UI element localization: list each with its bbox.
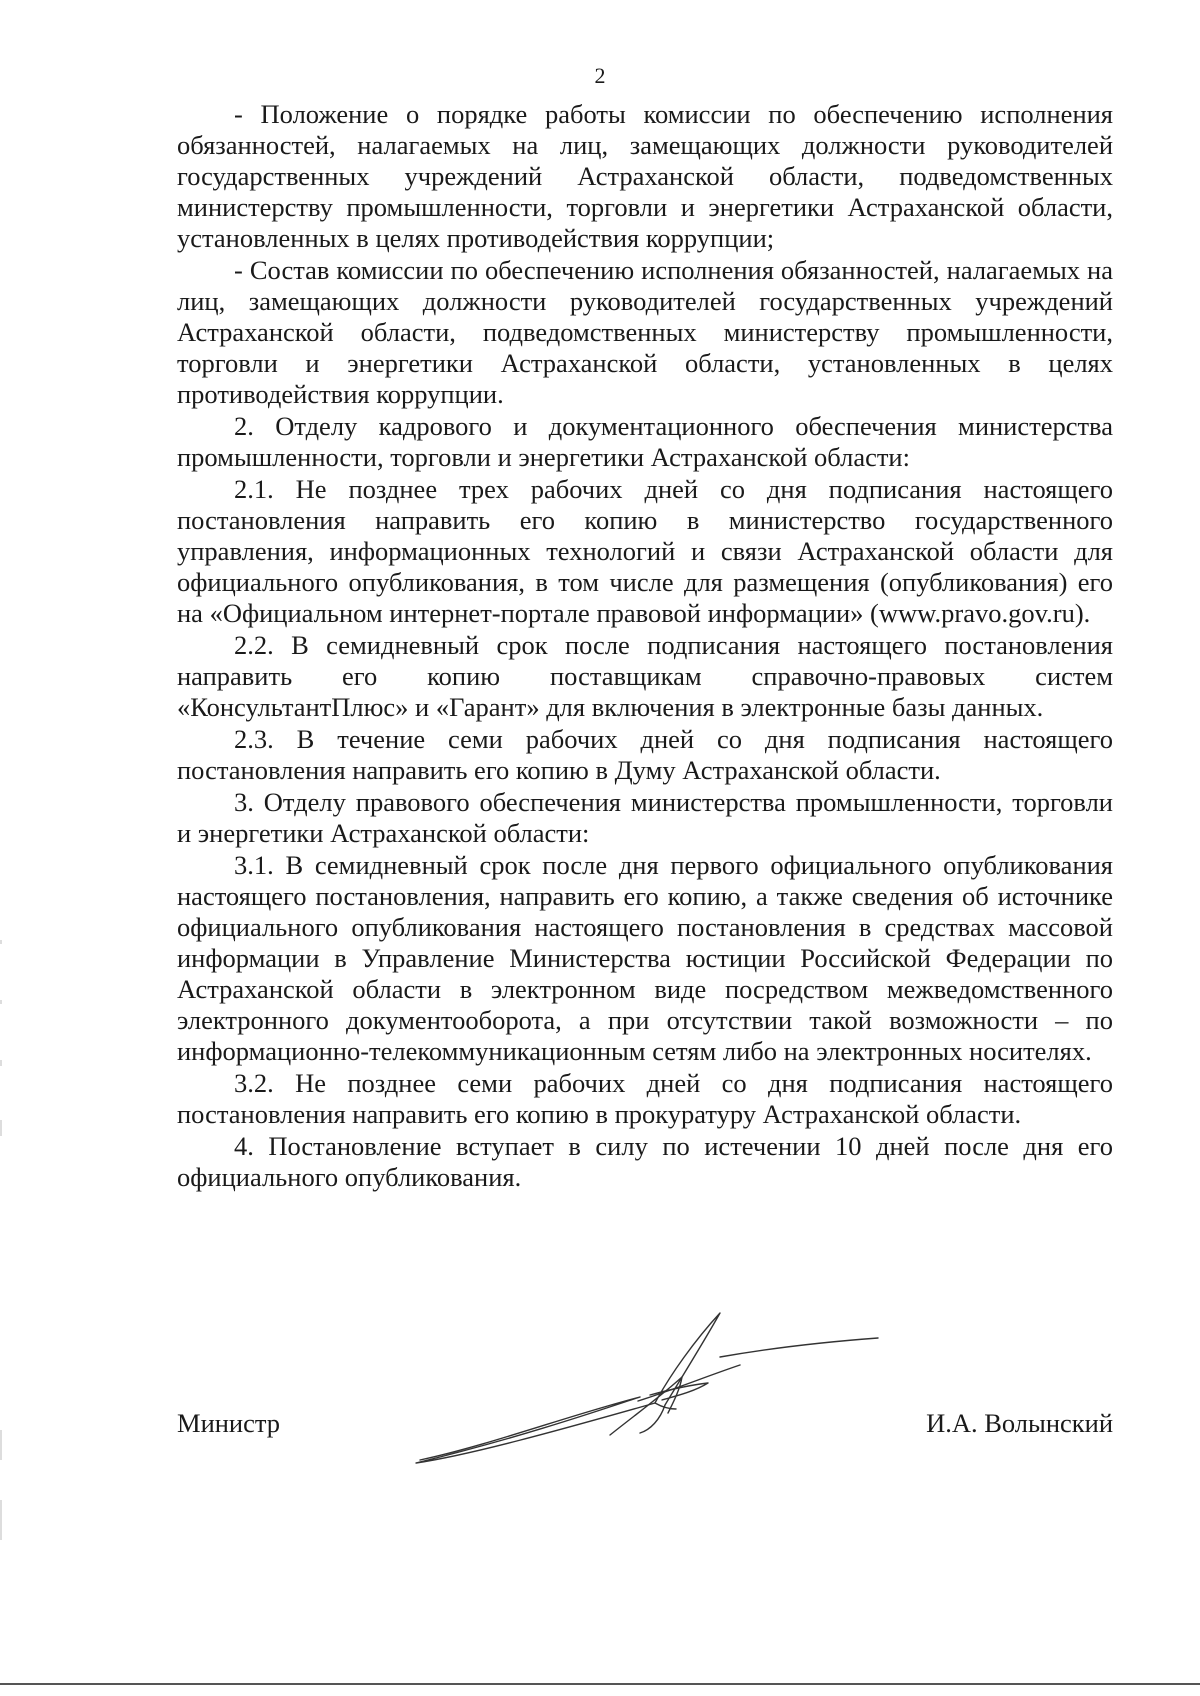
signatory-name: И.А. Волынский: [926, 1408, 1113, 1438]
paragraph-item-2-1: 2.1. Не позднее трех рабочих дней со дня подписания настоящего постановления направить его копию в министерство государственного управления, информационных технологий и связи Астраханской области для официального опубликования, в том числе для размещения (опубликования) его на «Официальном интернет-портале правовой информации» (www.pravo.gov.ru).: [177, 474, 1113, 628]
signatory-title: Министр: [177, 1408, 281, 1438]
paragraph-item-3: 3. Отделу правового обеспечения министерства промышленности, торговли и энергетики Астраханской области:: [177, 787, 1113, 848]
paragraph-regulation: - Положение о порядке работы комиссии по обеспечению исполнения обязанностей, налагаемых на лиц, замещающих должности руководителей государственных учреждений Астраханской области, подведомственных министерству промышленности, торговли и энергетики Астраханской области, установленных в целях противодействия коррупции;: [177, 99, 1113, 253]
scan-bottom-edge: [0, 1683, 1200, 1685]
scan-margin-marks: [0, 940, 4, 1660]
paragraph-item-3-2: 3.2. Не позднее семи рабочих дней со дня подписания настоящего постановления направить его копию в прокуратуру Астраханской области.: [177, 1068, 1113, 1129]
paragraph-item-3-1: 3.1. В семидневный срок после дня первого официального опубликования настоящего постановления, направить его копию, а также сведения об источнике официального опубликования настоящего постановления в средствах массовой информации в Управление Министерства юстиции Российской Федерации по Астраханской области в электронном виде посредством межведомственного электронного документооборота, а при отсутствии такой возможности – по информационно-телекоммуникационным сетям либо на электронных носителях.: [177, 850, 1113, 1066]
document-body: [177, 99, 1113, 1193]
page-number: 2: [594, 63, 606, 88]
signature-block: [177, 1408, 1113, 1448]
paragraph-item-2-2: 2.2. В семидневный срок после подписания настоящего постановления направить его копию поставщикам справочно-правовых систем «КонсультантПлюс» и «Гарант» для включения в электронные базы данных.: [177, 630, 1113, 722]
paragraph-composition: - Состав комиссии по обеспечению исполнения обязанностей, налагаемых на лиц, замещающих должности руководителей государственных учреждений Астраханской области, подведомственных министерству промышленности, торговли и энергетики Астраханской области, установленных в целях противодействия коррупции.: [177, 255, 1113, 409]
handwritten-signature: [410, 1305, 890, 1475]
paragraph-item-2-3: 2.3. В течение семи рабочих дней со дня подписания настоящего постановления направить его копию в Думу Астраханской области.: [177, 724, 1113, 785]
paragraph-item-4: 4. Постановление вступает в силу по истечении 10 дней после дня его официального опубликования.: [177, 1131, 1113, 1192]
paragraph-item-2: 2. Отделу кадрового и документационного обеспечения министерства промышленности, торговли и энергетики Астраханской области:: [177, 411, 1113, 472]
